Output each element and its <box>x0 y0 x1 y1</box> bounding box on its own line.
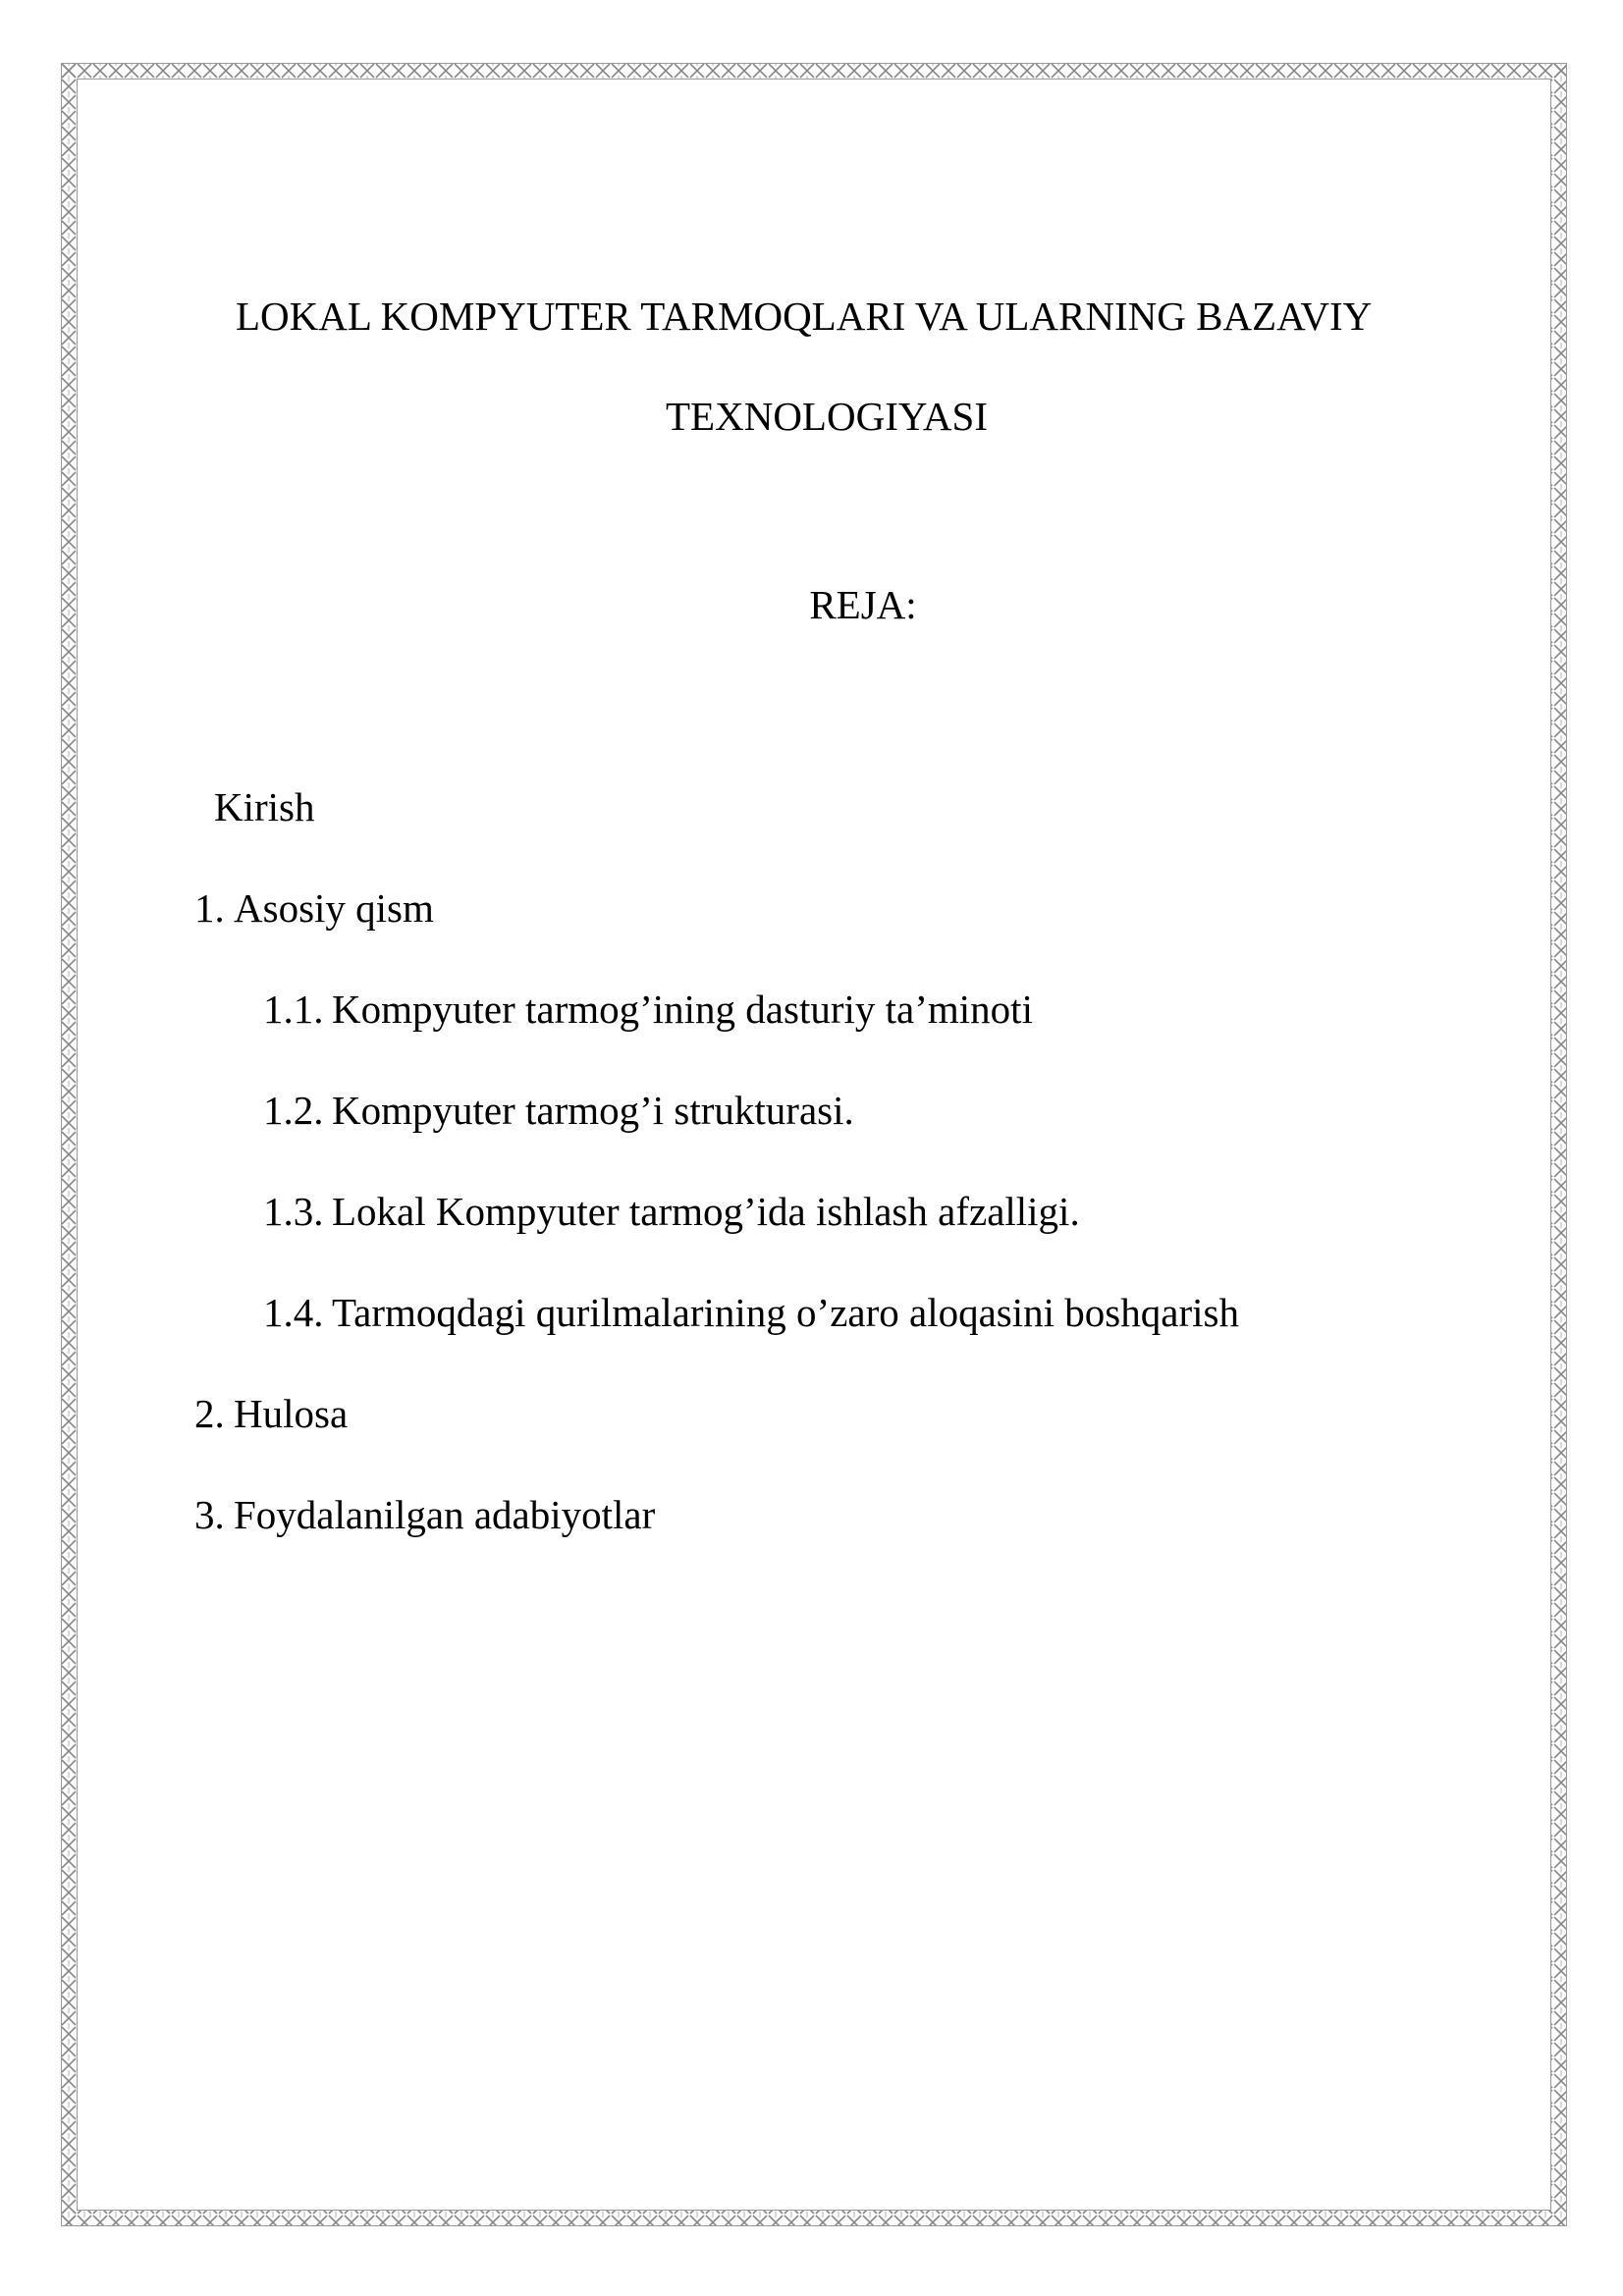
list-item-label: Kompyuter tarmog’ining dasturiy ta’minoti <box>332 987 1033 1032</box>
list-item-number: 1. <box>194 885 225 931</box>
list-item-number: 3. <box>194 1492 225 1537</box>
intro-item: Kirish <box>214 784 315 829</box>
list-item-label: Foydalanilgan adabiyotlar <box>234 1492 656 1537</box>
list-item-label: Asosiy qism <box>234 885 434 931</box>
list-item-number: 1.4. <box>263 1290 324 1335</box>
list-item-label: Kompyuter tarmog’i strukturasi. <box>332 1088 854 1133</box>
list-item-number: 1.3. <box>263 1189 324 1234</box>
decorative-page-border <box>61 63 1567 2226</box>
list-item-label: Tarmoqdagi qurilmalarining o’zaro aloqasini boshqarish <box>332 1290 1239 1335</box>
document-title-line-2: TEXNOLOGIYASI <box>666 394 988 439</box>
list-item-number: 2. <box>194 1391 225 1436</box>
list-item-number: 1.2. <box>263 1088 324 1133</box>
list-item-label: Hulosa <box>234 1391 349 1436</box>
plan-heading: REJA: <box>809 582 917 627</box>
list-item-label: Lokal Kompyuter tarmog’ida ishlash afzalligi. <box>332 1189 1080 1234</box>
list-item-number: 1.1. <box>263 987 324 1032</box>
document-title-line-1: LOKAL KOMPYUTER TARMOQLARI VA ULARNING BAZAVIY <box>236 294 1373 339</box>
